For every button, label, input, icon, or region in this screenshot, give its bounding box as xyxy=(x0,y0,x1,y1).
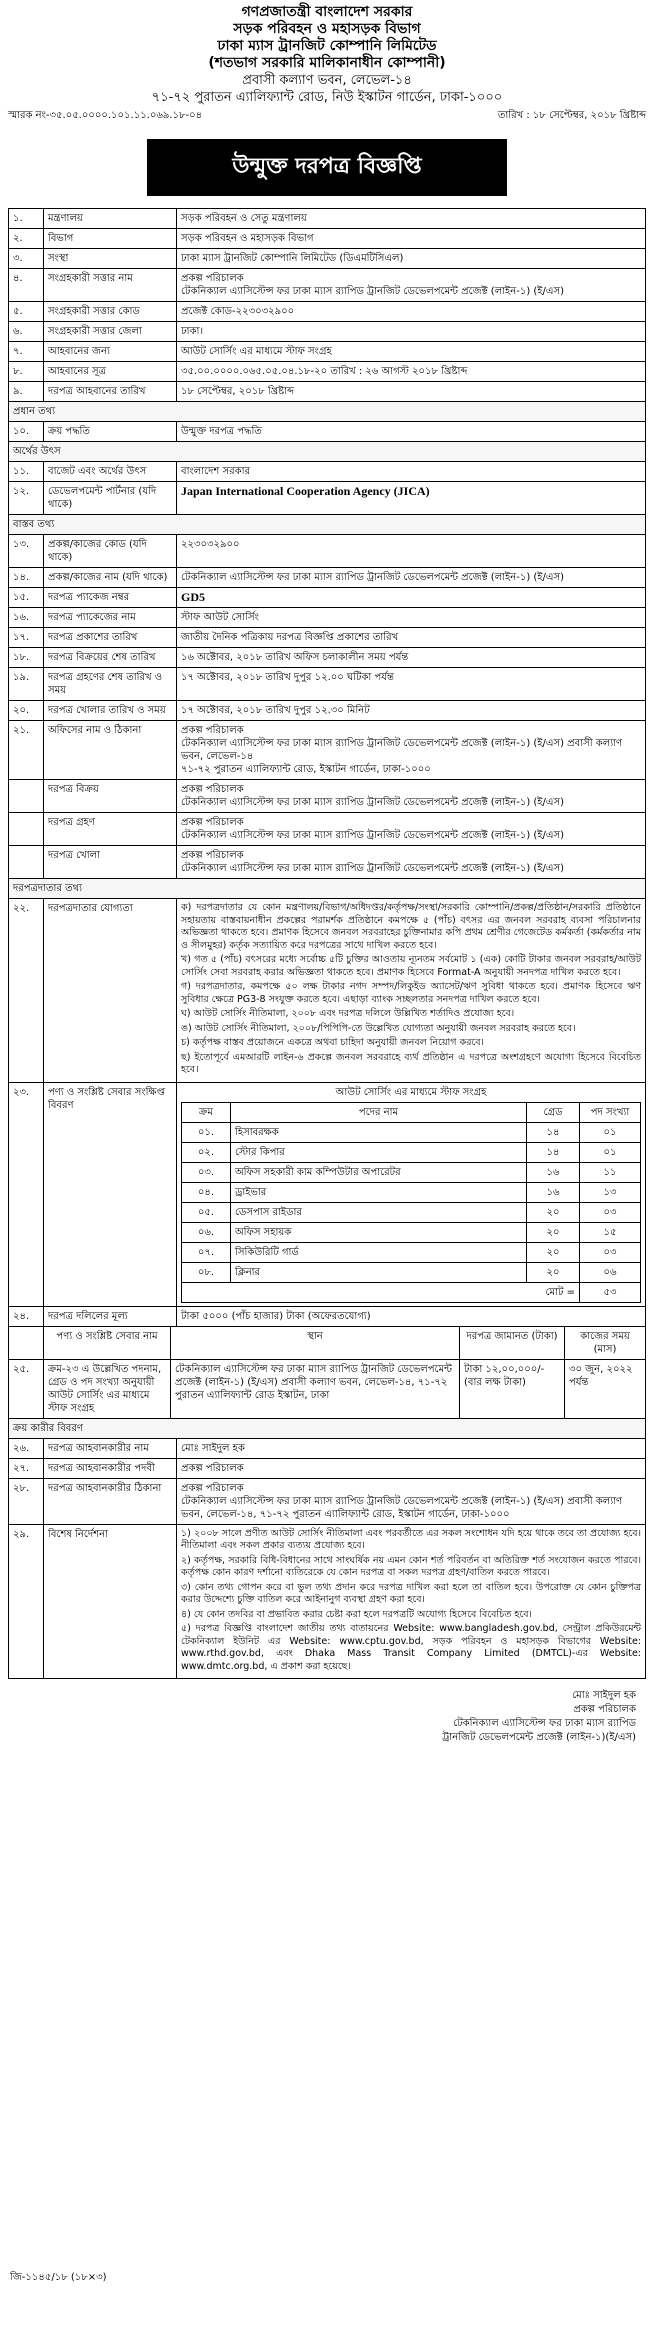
row-24 xyxy=(9,1306,646,1326)
posts-header: পদ সংখ্যা xyxy=(580,1102,641,1122)
table-row xyxy=(9,668,646,701)
row-value: সড়ক পরিবহন ও সেতু মন্ত্রণালয় xyxy=(177,209,646,229)
row-label: দরপত্র গ্রহণ xyxy=(44,813,177,846)
row-number: ১. xyxy=(9,209,44,229)
item-time: ৩০ জুন, ২০২২ পর্যন্ত xyxy=(565,1359,646,1418)
post-grade: ১৪ xyxy=(527,1122,580,1142)
row-value: ৩৫.০০.০০০০.০৬৫.০৫.০৪.১৮-২০ তারিখ : ২৬ আগস্ট ২০১৮ খ্রিষ্টাব্দ xyxy=(177,362,646,382)
row-label: সংগ্রহকারী সত্তার কোড xyxy=(44,302,177,322)
post-name: ড্রাইভার xyxy=(231,1182,527,1202)
table-row xyxy=(9,701,646,721)
list-item: ৪) যে কোন তদবির বা প্রভাবিত করার চেষ্টা করা হলে দরপত্রটি অযোগ্য হিসেবে বিবেচিত হবে। xyxy=(181,1608,532,1620)
posts-table xyxy=(181,1102,641,1303)
signature-block xyxy=(8,1689,646,1745)
section-info: বাস্তব তথ্য xyxy=(9,515,646,535)
post-count: ০৩ xyxy=(580,1202,641,1222)
post-serial: ০২. xyxy=(182,1142,231,1162)
row-label: ডেভেলপমেন্ট পার্টনার (যদি থাকে) xyxy=(44,482,177,515)
signatory-title: প্রকল্প পরিচালক xyxy=(573,1704,636,1715)
row-value: ১৭ অক্টোবর, ২০১৮ তারিখ দুপুর ১২.৩০ মিনিট xyxy=(177,701,646,721)
row-label: দরপত্র আহবানকারীর নাম xyxy=(44,1438,177,1458)
header-line-6: ৭১-৭২ পুরাতন এ্যালিফ্যান্ট রোড, নিউ ইস্কাটন গার্ডেন, ঢাকা-১০০০ xyxy=(151,90,503,105)
posts-total-label: মোট = xyxy=(182,1282,580,1302)
header-line-1: গণপ্রজাতন্ত্রী বাংলাদেশ সরকার xyxy=(241,4,413,20)
header-line-4: (শতভাগ সরকারি মালিকানাধীন কোম্পানী) xyxy=(208,55,446,71)
post-count: ০১ xyxy=(580,1142,641,1162)
row-label: দরপত্র আহবানকারীর ঠিকানা xyxy=(44,1478,177,1524)
tender-table xyxy=(8,208,646,1679)
row-value: ১৬ অক্টোবর, ২০১৮ তারিখ অফিস চলাকালীন সময় পর্যন্ত xyxy=(177,648,646,668)
posts-header: গ্রেড xyxy=(527,1102,580,1122)
posts-row xyxy=(182,1182,641,1202)
row-number: ১৮. xyxy=(9,648,44,668)
row-number: ৯. xyxy=(9,382,44,402)
table-row xyxy=(9,462,646,482)
section-bidder: দরপত্রদাতার তথ্য xyxy=(9,879,646,899)
post-serial: ০১. xyxy=(182,1122,231,1142)
post-count: ১৫ xyxy=(580,1222,641,1242)
post-name: স্টোর কিপার xyxy=(231,1142,527,1162)
posts-title: আউট সোর্সিং এর মাধ্যমে স্টাফ সংগ্রহ xyxy=(335,1086,487,1098)
row-value: প্রকল্প পরিচালক xyxy=(177,1458,646,1478)
table-row xyxy=(9,780,646,813)
posts-row xyxy=(182,1242,641,1262)
posts-cell xyxy=(177,1082,646,1306)
list-item: ২) কর্তৃপক্ষ, সরকারি বিধি-বিধানের সাথে সাংঘর্ষিক নয় এমন কোন শর্ত পরিবর্তন বা অতিরিক্ত শর্ত সংযোজন করতে পারবে। কর্তৃপক্ষ কোন কারণ দর্শানো ব্যতিরেকে যে কোন দরপত্র বা সকল দরপত্র গ্রহণ/বাতিল করতে পারবে। xyxy=(181,1554,641,1578)
item-header: কাজের সময় (মাস) xyxy=(565,1327,646,1360)
row-number: ২৯. xyxy=(9,1524,44,1679)
post-serial: ০৬. xyxy=(182,1222,231,1242)
list-item: ছ) ইতোপূর্বে এমআরটি লাইন-৬ প্রকল্পে জনবল সরবরাহে ব্যর্থ প্রতিষ্ঠান এ দরপত্রে অংশগ্রহণে অযোগ্য হিসেবে বিবেচিত হবে। xyxy=(181,1051,641,1075)
row-value: Japan International Cooperation Agency (JICA) xyxy=(177,482,646,515)
row-label: অফিসের নাম ও ঠিকানা xyxy=(44,721,177,780)
table-row xyxy=(9,648,646,668)
posts-header: ক্রম xyxy=(182,1102,231,1122)
posts-row xyxy=(182,1122,641,1142)
notice-banner: উন্মুক্ত দরপত্র বিজ্ঞপ্তি xyxy=(147,139,507,196)
list-item: ক) দরপত্রদাতার যে কোন মন্ত্রণালয়/বিভাগ/অধিদপ্তর/কর্তৃপক্ষ/সংস্থা/সরকারি কোম্পানি/প্রকল্প/প্রতিষ্ঠান/সরকারি প্রতিষ্ঠানে সহায়তায় বাস্তবায়নাধীন প্রকল্পের পরামর্শক প্রতিষ্ঠানে কমপক্ষে ৫ (পাঁচ) বৎসর এর জনবল সরবরাহ ব্যবসা পরিচালনার অভিজ্ঞতা থাকতে হবে। প্রমাণক হিসেবে জনবল সরবরাহের চুক্তিনামার কপি প্রথম শ্রেণীর গেজেটেড কর্মকর্তা (কর্মকর্তার নাম ও সীলমুহর) কর্তৃক সত্যায়িত করে দরপত্রের সাথে দাখিল করতে হবে। xyxy=(181,902,641,951)
row-number: ১৩. xyxy=(9,535,44,568)
row-value: প্রজেক্ট কোড-২২৩০৩২৯০০ xyxy=(177,302,646,322)
post-serial: ০৮. xyxy=(182,1262,231,1282)
row-number: ৭. xyxy=(9,342,44,362)
instruction-list xyxy=(177,1524,646,1679)
post-grade: ১৬ xyxy=(527,1182,580,1202)
row-label: দরপত্র আহবানের তারিখ xyxy=(44,382,177,402)
table-row xyxy=(9,269,646,302)
table-row xyxy=(9,322,646,342)
post-count: ০১ xyxy=(580,1122,641,1142)
list-item: ৩) কোন তথ্য গোপন করে বা ভুল তথ্য প্রদান করে দরপত্র দাখিল করা হলে তা বাতিল হবে। উপরোক্ত যে কোন চুক্তিপত্র করার উদ্দেশ্যে চুক্তি বাতিল করে আইনানুগ ব্যবস্থা গ্রহণ করা হবে। xyxy=(181,1581,641,1605)
item-header: পণ্য ও সংশ্লিষ্ট সেবার নাম xyxy=(44,1327,171,1360)
row-label: দরপত্র প্যাকেজ নম্বর xyxy=(44,588,177,608)
qualification-list xyxy=(177,899,646,1083)
post-name: ডেসপাস রাইডার xyxy=(231,1202,527,1222)
row-label: প্রকল্প/কাজের নাম (যদি থাকে) xyxy=(44,568,177,588)
row-number: ১২. xyxy=(9,482,44,515)
posts-total-row xyxy=(182,1282,641,1302)
posts-total-value: ৫৩ xyxy=(580,1282,641,1302)
row-value: আউট সোর্সিং এর মাধ্যমে স্টাফ সংগ্রহ xyxy=(177,342,646,362)
header-line-2: সড়ক পরিবহন ও মহাসড়ক বিভাগ xyxy=(233,21,421,37)
item-security: টাকা ১২,০০,০০০/- (বার লক্ষ টাকা) xyxy=(460,1359,565,1418)
row-value: উন্মুক্ত দরপত্র পদ্ধতি xyxy=(177,422,646,442)
post-serial: ০৫. xyxy=(182,1202,231,1222)
table-row xyxy=(9,249,646,269)
row-number: ২৪. xyxy=(9,1306,44,1326)
row-value: টাকা ৫০০০ (পাঁচ হাজার) টাকা (অফেরতযোগ্য) xyxy=(177,1306,646,1326)
row-value: প্রকল্প পরিচালক টেকনিক্যাল এ্যাসিস্টেন্স ফর ঢাকা ম্যাস র‍্যাপিড ট্রানজিট ডেভেলপমেন্ট প্রজেক্ট (লাইন-১) (ই/এস) xyxy=(177,846,646,879)
post-name: অফিস সহকারী কাম কম্পিউটার অপারেটর xyxy=(231,1162,527,1182)
row-number: ২০. xyxy=(9,701,44,721)
memo-date: তারিখ : ১৮ সেপ্টেম্বর, ২০১৮ খ্রিষ্টাব্দ xyxy=(497,110,646,121)
signatory-name: মোঃ সাইদুল হক xyxy=(572,1690,636,1701)
table-row xyxy=(9,628,646,648)
row-value: বাংলাদেশ সরকার xyxy=(177,462,646,482)
row-label: দরপত্র প্যাকেজের নাম xyxy=(44,608,177,628)
row-29 xyxy=(9,1524,646,1679)
section-row xyxy=(9,515,646,535)
table-row xyxy=(9,608,646,628)
section-main: প্রধান তথ্য xyxy=(9,402,646,422)
row-label: দরপত্র প্রকাশের তারিখ xyxy=(44,628,177,648)
post-name: সিকিউরিটি গার্ড xyxy=(231,1242,527,1262)
table-row xyxy=(9,422,646,442)
post-serial: ০৪. xyxy=(182,1182,231,1202)
posts-row xyxy=(182,1142,641,1162)
section-row xyxy=(9,402,646,422)
posts-row xyxy=(182,1202,641,1222)
post-grade: ১৪ xyxy=(527,1142,580,1162)
table-row xyxy=(9,721,646,780)
table-row xyxy=(9,229,646,249)
row-label: প্রকল্প/কাজের কোড (যদি থাকে) xyxy=(44,535,177,568)
table-row xyxy=(9,813,646,846)
row-label: দরপত্র গ্রহণের শেষ তারিখ ও সময় xyxy=(44,668,177,701)
table-row xyxy=(9,342,646,362)
row-number: ৩. xyxy=(9,249,44,269)
row-value: প্রকল্প পরিচালক টেকনিক্যাল এ্যাসিস্টেন্স ফর ঢাকা ম্যাস র‍্যাপিড ট্রানজিট ডেভেলপমেন্ট প্রজেক্ট (লাইন-১) (ই/এস) xyxy=(177,269,646,302)
row-number: ২৬. xyxy=(9,1438,44,1458)
posts-row xyxy=(182,1162,641,1182)
row-26 xyxy=(9,1438,646,1458)
row-value: GD5 xyxy=(177,588,646,608)
row-label: সংগ্রহকারী সত্তার নাম xyxy=(44,269,177,302)
post-grade: ২০ xyxy=(527,1202,580,1222)
item-table xyxy=(9,1327,645,1418)
row-label: আহবানের সূত্র xyxy=(44,362,177,382)
list-item: ৫) দরপত্র বিজ্ঞপ্তি বাংলাদেশ জাতীয় তথ্য বাতায়নের Website: www.bangladesh.gov.bd, সেন্ট্রাল প্রকিউরমেন্ট টেকনিক্যাল ইউনিট এর Website: www.cptu.gov.bd, সড়ক পরিবহন ও মহাসড়ক বিভাগের Website: www.rthd.gov.bd, এবং Dhaka Mass Transit Company Limited (DMTCL)-এর Website: www.dmtc.org.bd, এ প্রকাশ করা হয়েছে। xyxy=(181,1623,641,1672)
section-buyer: ক্রয় কারীর বিবরণ xyxy=(9,1418,646,1438)
row-number: ২. xyxy=(9,229,44,249)
row-value: প্রকল্প পরিচালক টেকনিক্যাল এ্যাসিস্টেন্স ফর ঢাকা ম্যাস র‍্যাপিড ট্রানজিট ডেভেলপমেন্ট প্রজেক্ট (লাইন-১) (ই/এস) xyxy=(177,780,646,813)
row-label: দরপত্র আহবানকারীর পদবী xyxy=(44,1458,177,1478)
row-number: ৬. xyxy=(9,322,44,342)
post-count: ০৬ xyxy=(580,1262,641,1282)
row-value: ঢাকা। xyxy=(177,322,646,342)
post-grade: ২০ xyxy=(527,1262,580,1282)
row-label: বিভাগ xyxy=(44,229,177,249)
row-number: ১৪. xyxy=(9,568,44,588)
post-serial: ০৩. xyxy=(182,1162,231,1182)
header-line-5: প্রবাসী কল্যাণ ভবন, লেভেল-১৪ xyxy=(242,73,412,88)
row-value: ১৮ সেপ্টেম্বর, ২০১৮ খ্রিষ্টাব্দ xyxy=(177,382,646,402)
row-value: টেকনিক্যাল এ্যাসিস্টেন্স ফর ঢাকা ম্যাস র‍্যাপিড ট্রানজিট ডেভেলপমেন্ট প্রজেক্ট (লাইন-১) (ই/এস) xyxy=(177,568,646,588)
table-row xyxy=(9,482,646,515)
section-fund: অর্থের উৎস xyxy=(9,442,646,462)
row-value: ২২৩০৩২৯০০ xyxy=(177,535,646,568)
table-row xyxy=(9,588,646,608)
row-value: জাতীয় দৈনিক পত্রিকায় দরপত্র বিজ্ঞপ্তি প্রকাশের তারিখ xyxy=(177,628,646,648)
row-value: প্রকল্প পরিচালক টেকনিক্যাল এ্যাসিস্টেন্স ফর ঢাকা ম্যাস র‍্যাপিড ট্রানজিট ডেভেলপমেন্ট প্রজেক্ট (লাইন-১) (ই/এস) xyxy=(177,813,646,846)
row-22 xyxy=(9,899,646,1083)
item-name: ক্রম-২৩ এ উল্লেখিত পদনাম, গ্রেড ও পদ সংখ্যা অনুযায়ী আউট সোর্সিং এর মাধ্যমে স্টাফ সংগ্রহ xyxy=(44,1359,171,1418)
table-row xyxy=(9,382,646,402)
post-count: ১১ xyxy=(580,1162,641,1182)
row-label: দরপত্র খোলার তারিখ ও সময় xyxy=(44,701,177,721)
row-number: ৫. xyxy=(9,302,44,322)
table-row xyxy=(9,362,646,382)
row-number: ২৭. xyxy=(9,1458,44,1478)
row-value: প্রকল্প পরিচালক টেকনিক্যাল এ্যাসিস্টেন্স ফর ঢাকা ম্যাস র‍্যাপিড ট্রানজিট ডেভেলপমেন্ট প্রজেক্ট (লাইন-১) (ই/এস) প্রবাসী কল্যাণ ভবন, লেভেল-১৪, ৭১-৭২ পুরাতন এ্যালিফ্যান্ট রোড, ইস্কাটন গার্ডেন, ঢাকা-১০০০ xyxy=(177,1478,646,1524)
row-25 xyxy=(9,1326,646,1418)
post-grade: ১৬ xyxy=(527,1162,580,1182)
item-row xyxy=(9,1359,645,1418)
row-number xyxy=(9,780,44,813)
row-value: সড়ক পরিবহন ও মহাসড়ক বিভাগ xyxy=(177,229,646,249)
post-count: ০৩ xyxy=(580,1242,641,1262)
row-label: দরপত্র বিক্রয়ের শেষ তারিখ xyxy=(44,648,177,668)
row-28 xyxy=(9,1478,646,1524)
list-item: ১) ২০০৮ সালে প্রণীত আউট সোর্সিং নীতিমালা এবং পরবর্তীতে এর সকল সংশোধন যদি হয়ে থাকে তবে তা প্রযোজ্য হবে। নীতিমালা এবং সকল প্রকার ব্যত্যয় প্রযোজ্য হবে। xyxy=(181,1527,641,1551)
row-value: স্টাফ আউট সোর্সিং xyxy=(177,608,646,628)
row-number: ২৮. xyxy=(9,1478,44,1524)
item-header: দরপত্র জামানত (টাকা) xyxy=(460,1327,565,1360)
table-row xyxy=(9,846,646,879)
table-row xyxy=(9,568,646,588)
row-label: ক্রয় পদ্ধতি xyxy=(44,422,177,442)
row-label: দরপত্র বিক্রয় xyxy=(44,780,177,813)
list-item: গ) দরপত্রদাতার, কমপক্ষে ৫০ লক্ষ টাকার নগদ সম্পদ/লিকুইড অ্যাসেট/ঋণ সুবিধা থাকতে হবে। প্রমাণক হিসেবে ঋণ সুবিধার ক্ষেত্রে PG3-8 সংযুক্ত করতে হবে। এছাড়া ব্যাংক সচ্ছলতার সনদপত্র দাখিল করতে হবে। xyxy=(181,981,641,1005)
post-name: ক্লিনার xyxy=(231,1262,527,1282)
row-27 xyxy=(9,1458,646,1478)
posts-header: পদের নাম xyxy=(231,1102,527,1122)
row-label: মন্ত্রণালয় xyxy=(44,209,177,229)
list-item: ঘ) আউট সোর্সিং নীতিমালা, ২০০৮ এবং দরপত্র দলিলে উল্লিখিত শর্তাদিও প্রযোজ্য হবে। xyxy=(181,1008,515,1019)
row-number: ৪. xyxy=(9,269,44,302)
signatory-org-2: ট্রানজিট ডেভেলপমেন্ট প্রজেক্ট (লাইন-১)(ই/এস) xyxy=(442,1732,636,1743)
memo-row xyxy=(8,108,646,125)
posts-row xyxy=(182,1222,641,1242)
post-serial: ০৭. xyxy=(182,1242,231,1262)
post-grade: ২০ xyxy=(527,1222,580,1242)
post-name: হিসাবরক্ষক xyxy=(231,1122,527,1142)
row-23 xyxy=(9,1082,646,1306)
row-number: ১৭. xyxy=(9,628,44,648)
row-25-cell xyxy=(9,1326,646,1418)
row-label: বিশেষ নির্দেশনা xyxy=(44,1524,177,1679)
memo-number: স্মারক নং-৩৫.০৫.০০০০.১০১.১১.০৬৯.১৮-০৪ xyxy=(8,110,203,121)
posts-row xyxy=(182,1262,641,1282)
footer-code: জি-১১৪৫/১৮ (১৮×৩) xyxy=(10,2272,107,2283)
list-item: চ) কর্তৃপক্ষ বাস্তব প্রয়োজনে একত্রে অথবা চাহিদা অনুযায়ী জনবল নিয়োগ করবে। xyxy=(181,1037,484,1048)
row-number xyxy=(9,846,44,879)
section-row xyxy=(9,879,646,899)
row-number: ২৩. xyxy=(9,1082,44,1306)
header xyxy=(8,4,646,106)
item-header-row xyxy=(9,1327,645,1360)
list-item: ঙ) আউট সোর্সিং নীতিমালা, ২০০৮/পিপিপি-তে উল্লেখিত যোগ্যতা অনুযায়ী জনবল সরবরাহ করতে হবে। xyxy=(181,1022,576,1034)
row-label: সংগ্রহকারী সত্তার জেলা xyxy=(44,322,177,342)
row-number: ২১. xyxy=(9,721,44,780)
row-value: ১৭ অক্টোবর, ২০১৮ তারিখ দুপুর ১২.০০ ঘটিকা পর্যন্ত xyxy=(177,668,646,701)
row-value: প্রকল্প পরিচালক টেকনিক্যাল এ্যাসিস্টেন্স ফর ঢাকা ম্যাস র‍্যাপিড ট্রানজিট ডেভেলপমেন্ট প্রজেক্ট (লাইন-১) (ই/এস) প্রবাসী কল্যাণ ভবন, লেভেল-১৪ ৭১-৭২ পুরাতন এ্যালিফ্যান্ট রোড, ইস্কাটন গার্ডেন, ঢাকা-১০০০ xyxy=(177,721,646,780)
row-label: সংস্থা xyxy=(44,249,177,269)
row-label: দরপত্র দলিলের মূল্য xyxy=(44,1306,177,1326)
row-number: ২৫. xyxy=(9,1359,44,1418)
row-value: ঢাকা ম্যাস ট্রানজিট কোম্পানি লিমিটেড (ডিএমটিসিএল) xyxy=(177,249,646,269)
post-count: ১৩ xyxy=(580,1182,641,1202)
row-label: পণ্য ও সংশ্লিষ্ট সেবার সংক্ষিপ্ত বিবরণ xyxy=(44,1082,177,1306)
post-name: অফিস সহায়ক xyxy=(231,1222,527,1242)
row-number: ৮. xyxy=(9,362,44,382)
row-number: ১০. xyxy=(9,422,44,442)
header-line-3: ঢাকা ম্যাস ট্রানজিট কোম্পানি লিমিটেড xyxy=(217,38,437,54)
item-place: টেকনিক্যাল এ্যাসিস্টেন্স ফর ঢাকা ম্যাস র‍্যাপিড ট্রানজিট ডেভেলপমেন্ট প্রজেক্ট (লাইন-১) (ই/এস) প্রবাসী কল্যাণ ভবন, লেভেল-১৪, ৭১-৭২ পুরাতন এ্যালিফ্যান্ট রোড ইস্কাটন, ঢাকা xyxy=(171,1359,460,1418)
row-label: দরপত্র খোলা xyxy=(44,846,177,879)
row-number xyxy=(9,813,44,846)
list-item: খ) গত ৫ (পাঁচ) বৎসরের মধ্যে সর্বোচ্চ ৫টি চুক্তির আওতায় ন্যূনতম সর্বমোট ১ (এক) কোটি টাকার জনবল সরবরাহ/আউট সোর্সিং সেবা সরবরাহ করার অভিজ্ঞতা থাকতে হবে। প্রমাণক হিসেবে Format-A অনুযায়ী সনদপত্র দাখিল করতে হবে। xyxy=(181,954,641,978)
post-grade: ২০ xyxy=(527,1242,580,1262)
row-label: দরপত্রদাতার যোগ্যতা xyxy=(44,899,177,1083)
section-row xyxy=(9,1418,646,1438)
row-value: মোঃ সাইদুল হক xyxy=(177,1438,646,1458)
table-row xyxy=(9,302,646,322)
posts-header-row xyxy=(182,1102,641,1122)
row-label: বাজেট এবং অর্থের উৎস xyxy=(44,462,177,482)
item-header: স্থান xyxy=(171,1327,460,1360)
signatory-org-1: টেকনিক্যাল এ্যাসিস্টেন্স ফর ঢাকা ম্যাস র‍্যাপিড xyxy=(453,1718,636,1729)
row-number: ১৫. xyxy=(9,588,44,608)
table-row xyxy=(9,535,646,568)
section-row xyxy=(9,442,646,462)
row-number: ১৬. xyxy=(9,608,44,628)
table-row xyxy=(9,209,646,229)
row-label: আহবানের জন্য xyxy=(44,342,177,362)
row-number: ২২. xyxy=(9,899,44,1083)
row-number: ১৯. xyxy=(9,668,44,701)
row-number: ১১. xyxy=(9,462,44,482)
